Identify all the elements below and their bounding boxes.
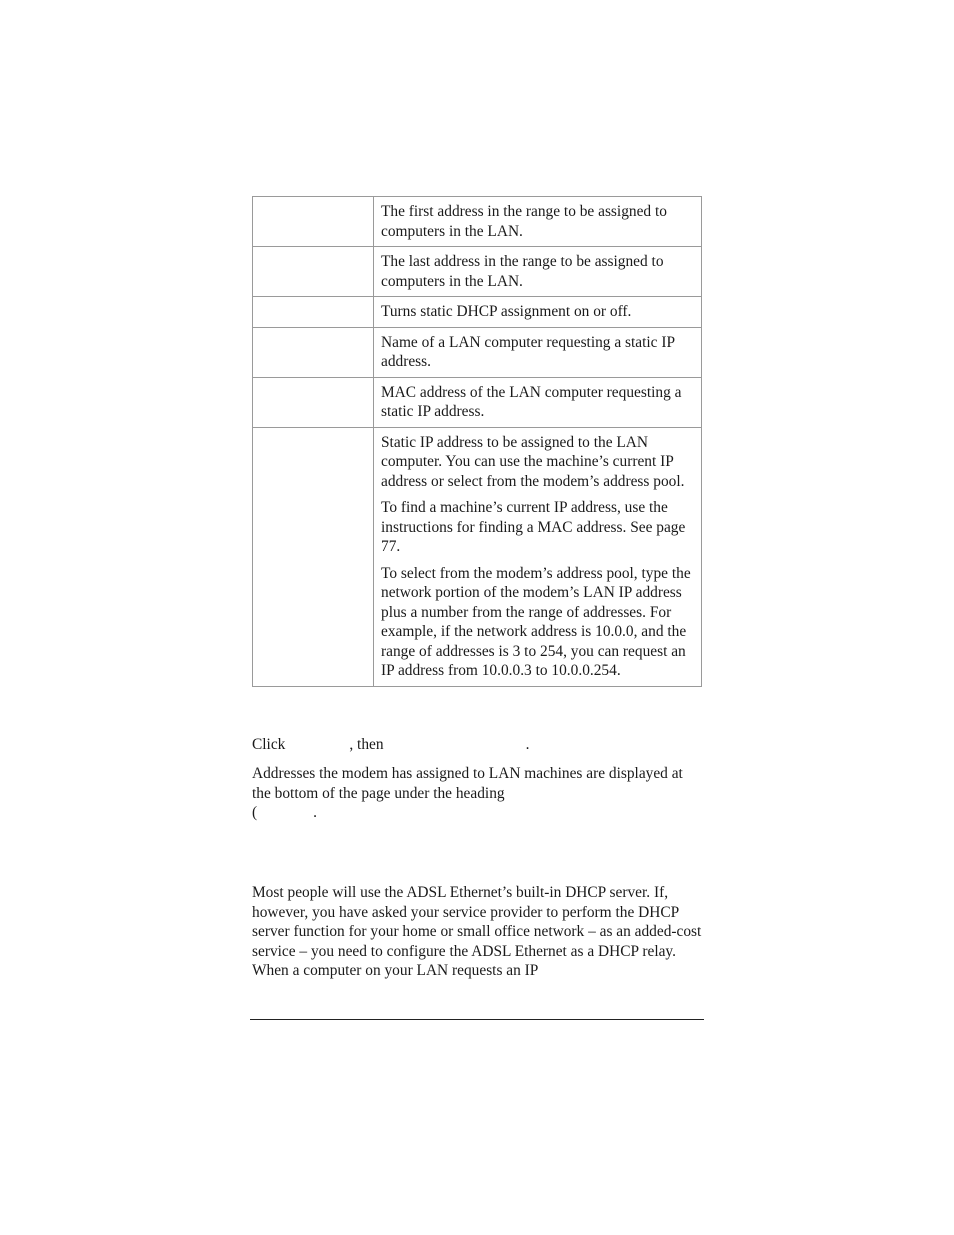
description-paragraph: The last address in the range to be assigned to computers in the LAN. (381, 253, 664, 290)
table-row-computer-name (253, 327, 702, 377)
table-row-mac-address (253, 377, 702, 427)
row-label (253, 327, 374, 377)
table-row-static-assignment (253, 297, 702, 328)
description-paragraph: MAC address of the LAN computer requesting a static IP address. (381, 383, 682, 420)
row-description (374, 197, 702, 247)
row-label (253, 427, 374, 686)
assigned-addresses-paragraph (252, 764, 704, 823)
row-label (253, 297, 374, 328)
click-word: Click (252, 736, 286, 753)
description-paragraph: Static IP address to be assigned to the LAN computer. You can use the machine’s current IP address or select from the modem’s address pool. (381, 433, 685, 490)
row-label (253, 247, 374, 297)
table-row-end-address (253, 247, 702, 297)
click-instruction (252, 735, 704, 755)
footer-rule (250, 1019, 704, 1020)
instruction-period: . (525, 736, 530, 753)
description-paragraph: To find a machine’s current IP address, use the instructions for finding a MAC address. See page 77. (381, 499, 686, 555)
description-paragraph: Name of a LAN computer requesting a static IP address. (381, 333, 675, 370)
row-label (253, 377, 374, 427)
row-description (374, 427, 702, 686)
paren-period: . (313, 804, 317, 821)
table-row-start-address (253, 197, 702, 247)
dhcp-relay-paragraph: Most people will use the ADSL Ethernet’s built-in DHCP server. If, however, you have asked your service provider to perform the DHCP server function for your home or small office network – as an added-cost service – you need to configure the ADSL Ethernet as a DHCP relay. When a computer on your LAN requests an IP (252, 884, 702, 979)
assigned-addresses-text: Addresses the modem has assigned to LAN machines are displayed at the bottom of the page under the heading (252, 765, 683, 802)
row-label (253, 197, 374, 247)
row-description (374, 327, 702, 377)
paren-open: ( (252, 804, 258, 821)
description-paragraph: Turns static DHCP assignment on or off. (381, 303, 632, 320)
row-description (374, 297, 702, 328)
description-paragraph: To select from the modem’s address pool, type the network portion of the modem’s LAN IP address plus a number from the range of addresses. For example, if the network address is 10.0.0, and the range of addresses is 3 to 254, you can request an IP address from 10.0.0.3 to 10.0.0.254. (381, 564, 691, 679)
dhcp-parameter-table (252, 196, 702, 687)
row-description (374, 377, 702, 427)
description-paragraph: The first address in the range to be assigned to computers in the LAN. (381, 203, 667, 240)
then-word: , then (349, 736, 384, 753)
row-description (374, 247, 702, 297)
table-row-ip-address (253, 427, 702, 686)
